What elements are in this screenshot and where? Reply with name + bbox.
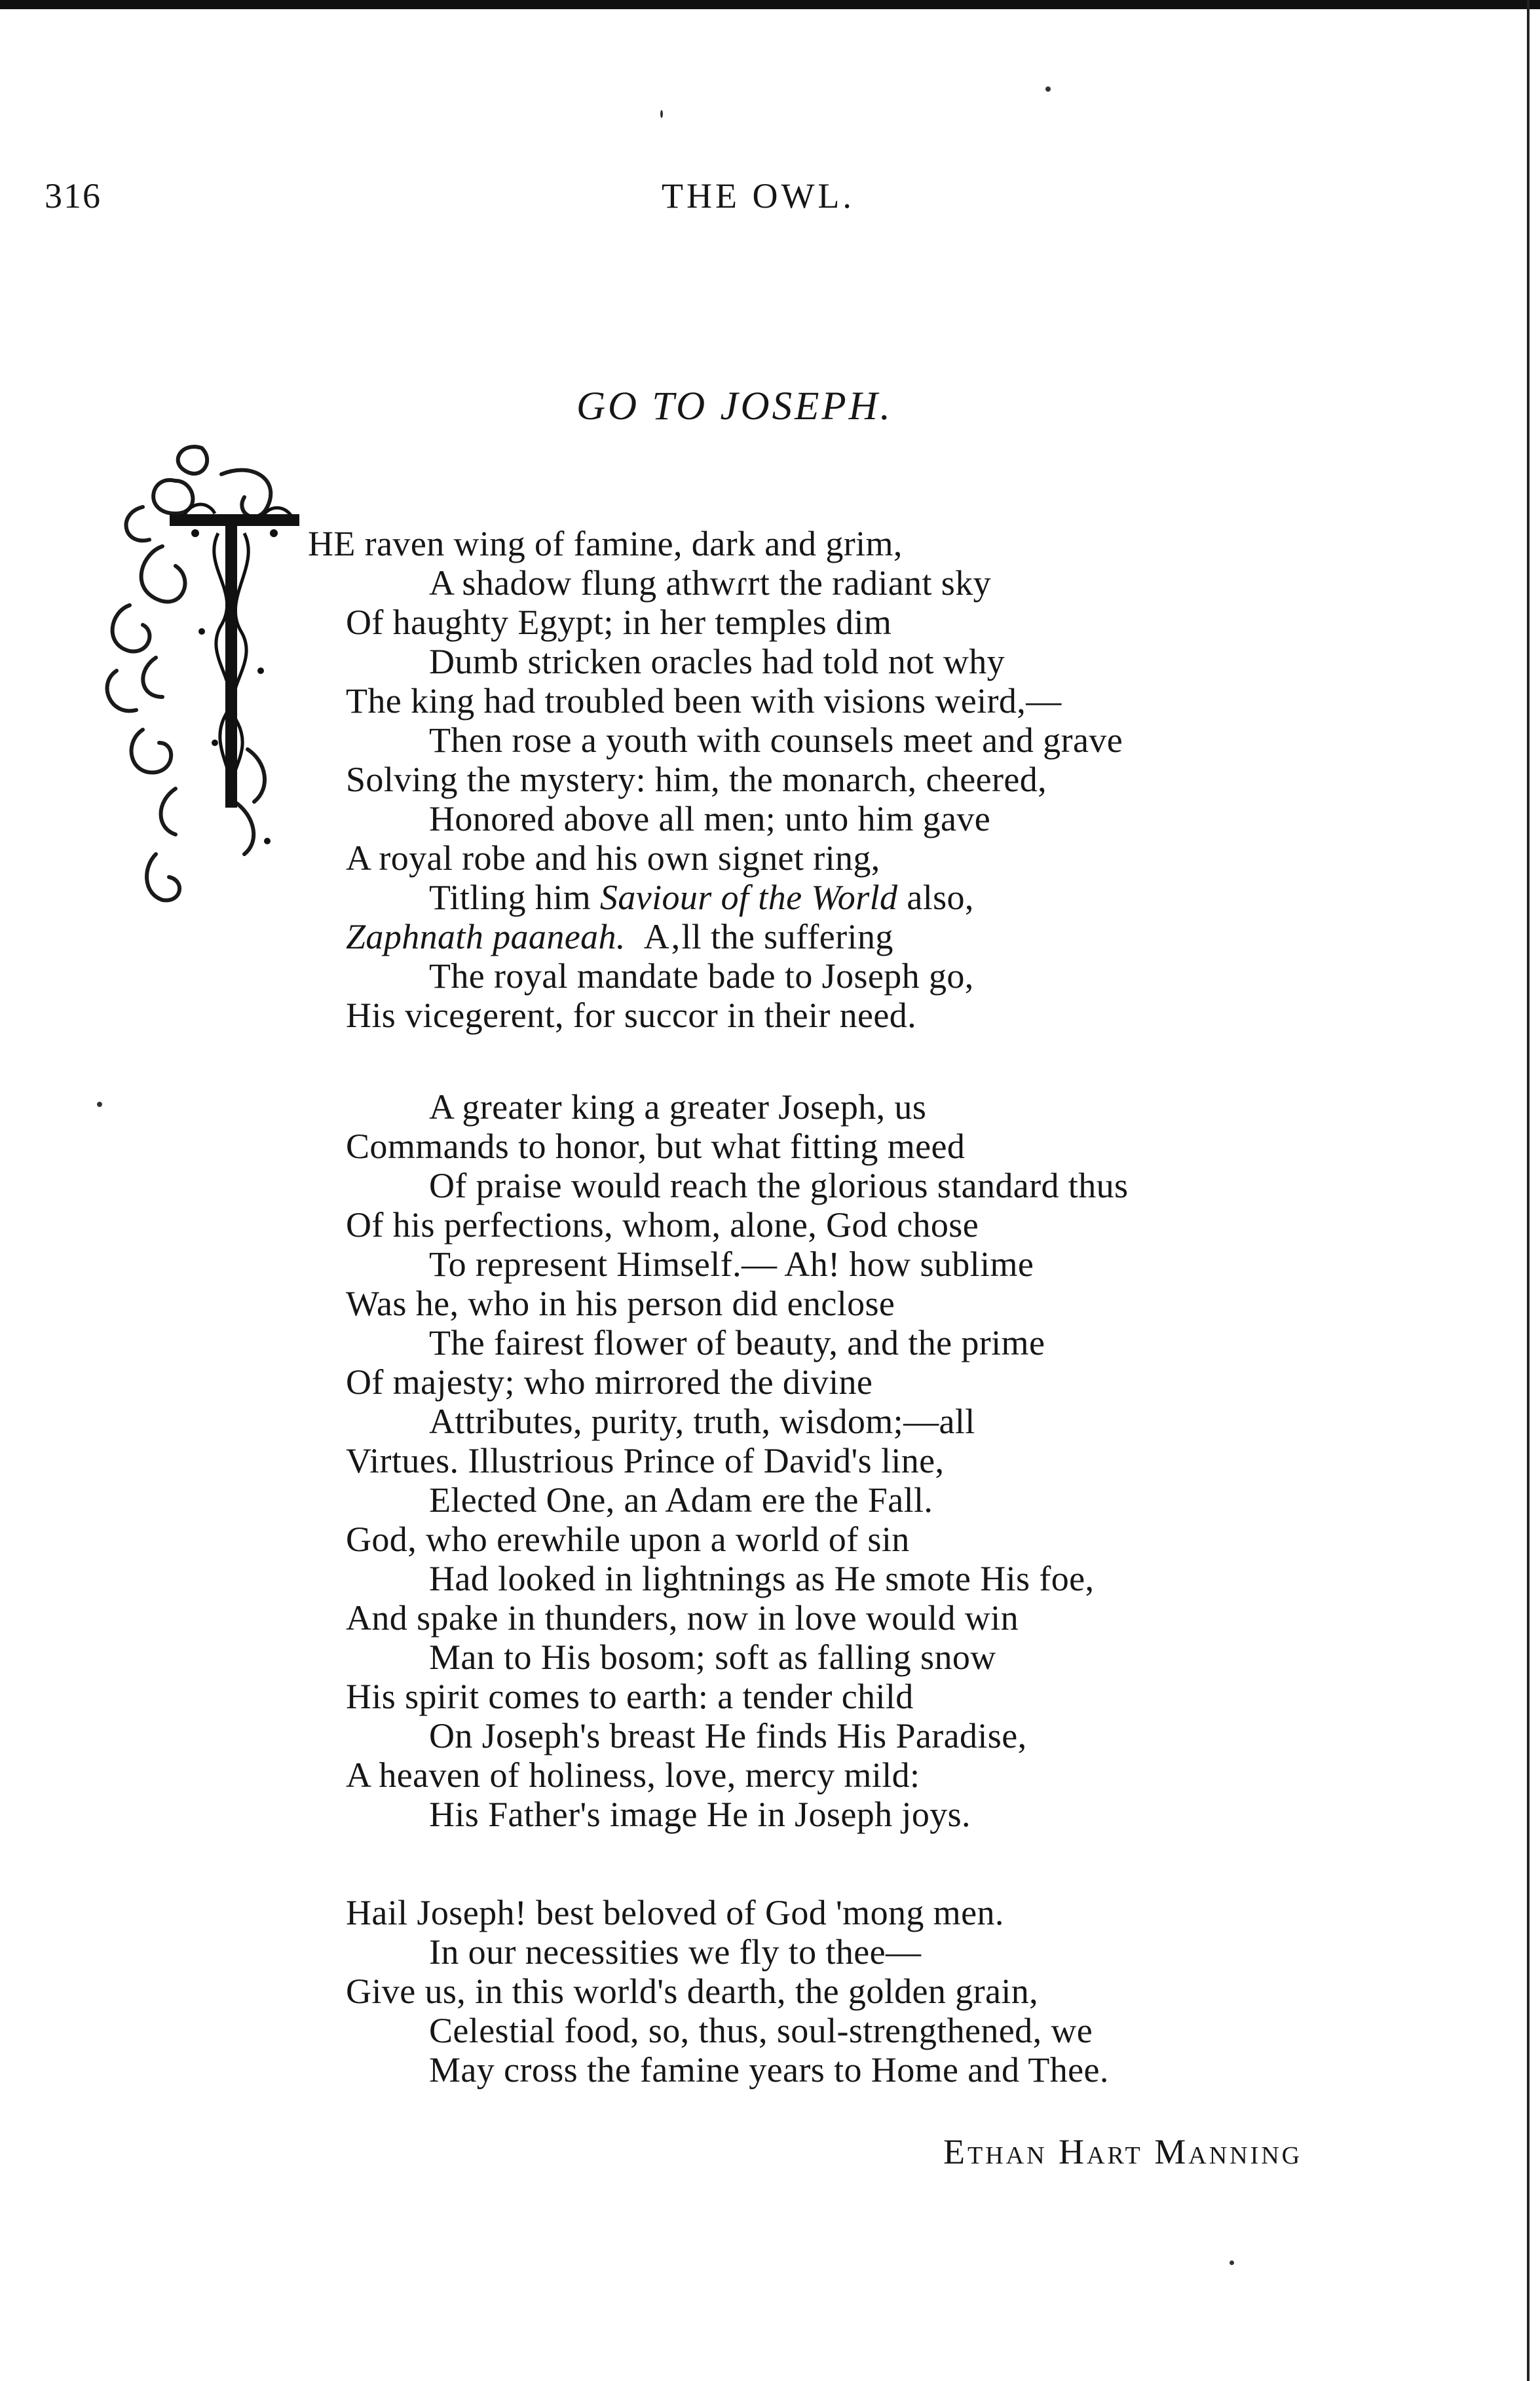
poem-line: The royal mandate bade to Joseph go,: [429, 956, 974, 996]
poem-line: His spirit comes to earth: a tender child: [346, 1677, 914, 1716]
poem-line: Attributes, purity, truth, wisdom;—all: [429, 1402, 975, 1441]
poem-line: Had looked in lightnings as He smote His foe,: [429, 1559, 1095, 1598]
line-text: Titling him: [429, 878, 592, 917]
poem-line: A shadow flung athwɾrt the radiant sky: [429, 563, 992, 603]
poem-line: On Joseph's breast He finds His Paradise,: [429, 1716, 1027, 1755]
line-text: A‚ll the suffering: [643, 917, 893, 956]
scan-speck: [1045, 86, 1051, 92]
ornamental-initial-t: [103, 435, 300, 933]
line-italic-text: Zaphnath paaneah.: [346, 917, 626, 956]
poem-line: To represent Himself.— Ah! how sublime: [429, 1245, 1034, 1284]
poem-line: Dumb stricken oracles had told not why: [429, 642, 1005, 681]
poem-line: A greater king a greater Joseph, us: [429, 1087, 927, 1127]
poem-line: His Father's image He in Joseph joys.: [429, 1795, 971, 1834]
poem-title: GO TO JOSEPH.: [576, 384, 893, 428]
poem-line: Solving the mystery: him, the monarch, cheered,: [346, 760, 1047, 799]
poem-line: The king had troubled been with visions weird,—: [346, 681, 1062, 721]
poem-line: Of praise would reach the glorious standard thus: [429, 1166, 1129, 1205]
poem-line: May cross the famine years to Home and Thee.: [429, 2050, 1109, 2090]
poem-line: God, who erewhile upon a world of sin: [346, 1520, 910, 1559]
scan-speck: [1230, 2260, 1234, 2265]
poem-line: Was he, who in his person did enclose: [346, 1284, 895, 1323]
poem-line: Elected One, an Adam ere the Fall.: [429, 1480, 933, 1520]
poem-line: And spake in thunders, now in love would win: [346, 1598, 1019, 1638]
poem-line: A royal robe and his own signet ring,: [346, 838, 880, 878]
poem-line: Of his perfections, whom, alone, God chose: [346, 1205, 979, 1245]
poem-line: In our necessities we fly to thee—: [429, 1932, 922, 1972]
poem-line: Give us, in this world's dearth, the golden grain,: [346, 1972, 1039, 2011]
author-signature: Ethan Hart Manning: [943, 2132, 1303, 2171]
poem-line: Of haughty Egypt; in her temples dim: [346, 603, 892, 642]
right-scan-edge: [1527, 0, 1530, 2381]
poem-line: [346, 917, 893, 956]
top-scan-edge: [0, 0, 1540, 9]
poem-line: Then rose a youth with counsels meet and grave: [429, 721, 1123, 760]
running-head: THE OWL.: [662, 176, 855, 216]
poem-line: Hail Joseph! best beloved of God 'mong men.: [346, 1893, 1004, 1932]
poem-line: A heaven of holiness, love, mercy mild:: [346, 1755, 920, 1795]
poem-line: Of majesty; who mirrored the divine: [346, 1362, 873, 1402]
scan-speck: [660, 110, 663, 118]
poem-line: Virtues. Illustrious Prince of David's line,: [346, 1441, 945, 1480]
poem-line: Man to His bosom; soft as falling snow: [429, 1638, 996, 1677]
poem-line: Celestial food, so, thus, soul-strengthened, we: [429, 2011, 1093, 2050]
poem-line: [429, 878, 974, 917]
page-number: 316: [45, 176, 102, 216]
poem-line: Honored above all men; unto him gave: [429, 799, 991, 838]
line-text: also,: [907, 878, 974, 917]
poem-line: HE raven wing of famine, dark and grim,: [308, 524, 903, 563]
line-italic-text: Saviour of the World: [599, 878, 898, 917]
poem-line: The fairest flower of beauty, and the prime: [429, 1323, 1045, 1362]
scan-speck: [97, 1102, 102, 1107]
poem-line: His vicegerent, for succor in their need.: [346, 996, 917, 1035]
poem-line: Commands to honor, but what fitting meed: [346, 1127, 966, 1166]
